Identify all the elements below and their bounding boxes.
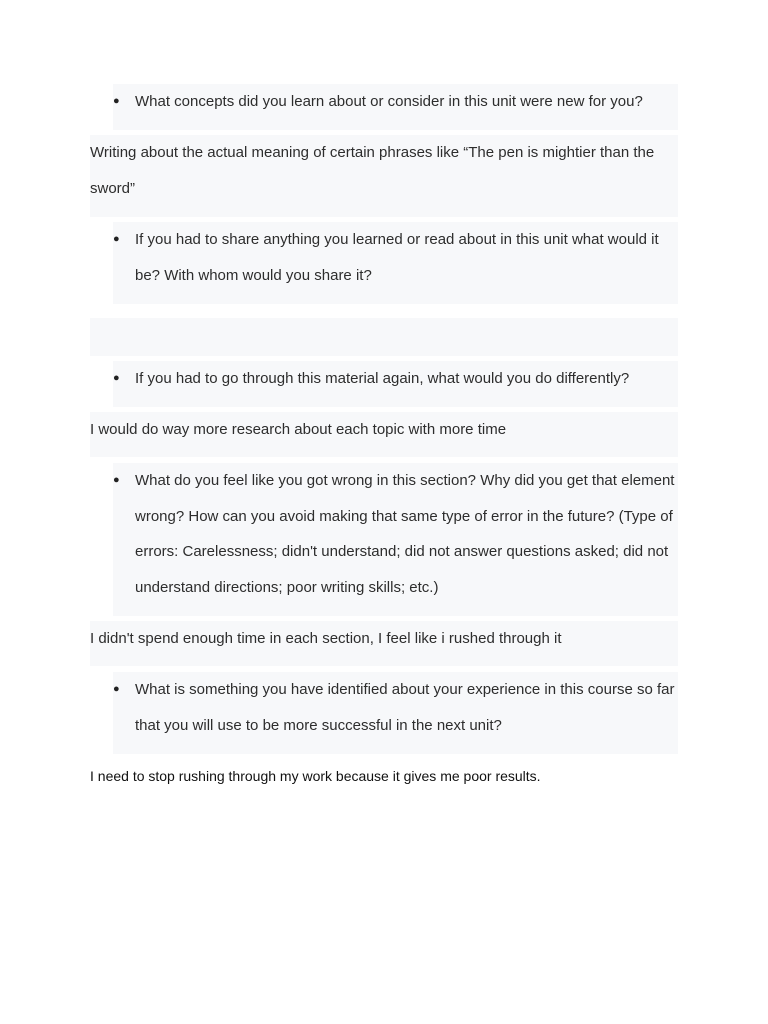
bullet-icon: ● xyxy=(113,95,120,107)
answer-2-empty xyxy=(90,318,678,356)
answer-1-line-2: sword” xyxy=(90,179,136,197)
question-4-line-1: What do you feel like you got wrong in this section? Why did you get that element xyxy=(135,472,675,489)
question-5 xyxy=(113,672,678,754)
final-answer: I need to stop rushing through my work because it gives me poor results. xyxy=(90,768,541,784)
bullet-icon: ● xyxy=(113,372,120,384)
question-4-line-2: wrong? How can you avoid making that same type of error in the future? (Type of xyxy=(135,507,673,525)
question-4-line-3: errors: Carelessness; didn't understand; did not answer questions asked; did not xyxy=(135,543,669,560)
bullet-icon: ● xyxy=(113,474,120,486)
question-2-line-2: be? With whom would you share it? xyxy=(135,266,372,284)
question-2 xyxy=(113,222,678,304)
question-3-line-1: If you had to go through this material again, what would you do differently? xyxy=(135,370,630,387)
answer-1 xyxy=(90,135,678,217)
question-5-line-1: What is something you have identified about your experience in this course so far xyxy=(135,681,675,698)
answer-3-line-1: I would do way more research about each topic with more time xyxy=(90,421,507,438)
answer-3 xyxy=(90,412,678,457)
question-3 xyxy=(113,361,678,407)
question-4-line-4: understand directions; poor writing skills; etc.) xyxy=(135,578,439,596)
question-5-line-2: that you will use to be more successful in the next unit? xyxy=(135,716,502,734)
answer-4-line-1: I didn't spend enough time in each section, I feel like i rushed through it xyxy=(90,630,562,647)
question-2-line-1: If you had to share anything you learned or read about in this unit what would it xyxy=(135,231,659,248)
answer-4 xyxy=(90,621,678,666)
bullet-icon: ● xyxy=(113,683,120,695)
bullet-icon: ● xyxy=(113,233,120,245)
question-4 xyxy=(113,463,678,616)
question-1 xyxy=(113,84,678,130)
question-1-line-1: What concepts did you learn about or consider in this unit were new for you? xyxy=(135,93,643,110)
answer-1-line-1: Writing about the actual meaning of certain phrases like “The pen is mightier than the xyxy=(90,144,655,161)
